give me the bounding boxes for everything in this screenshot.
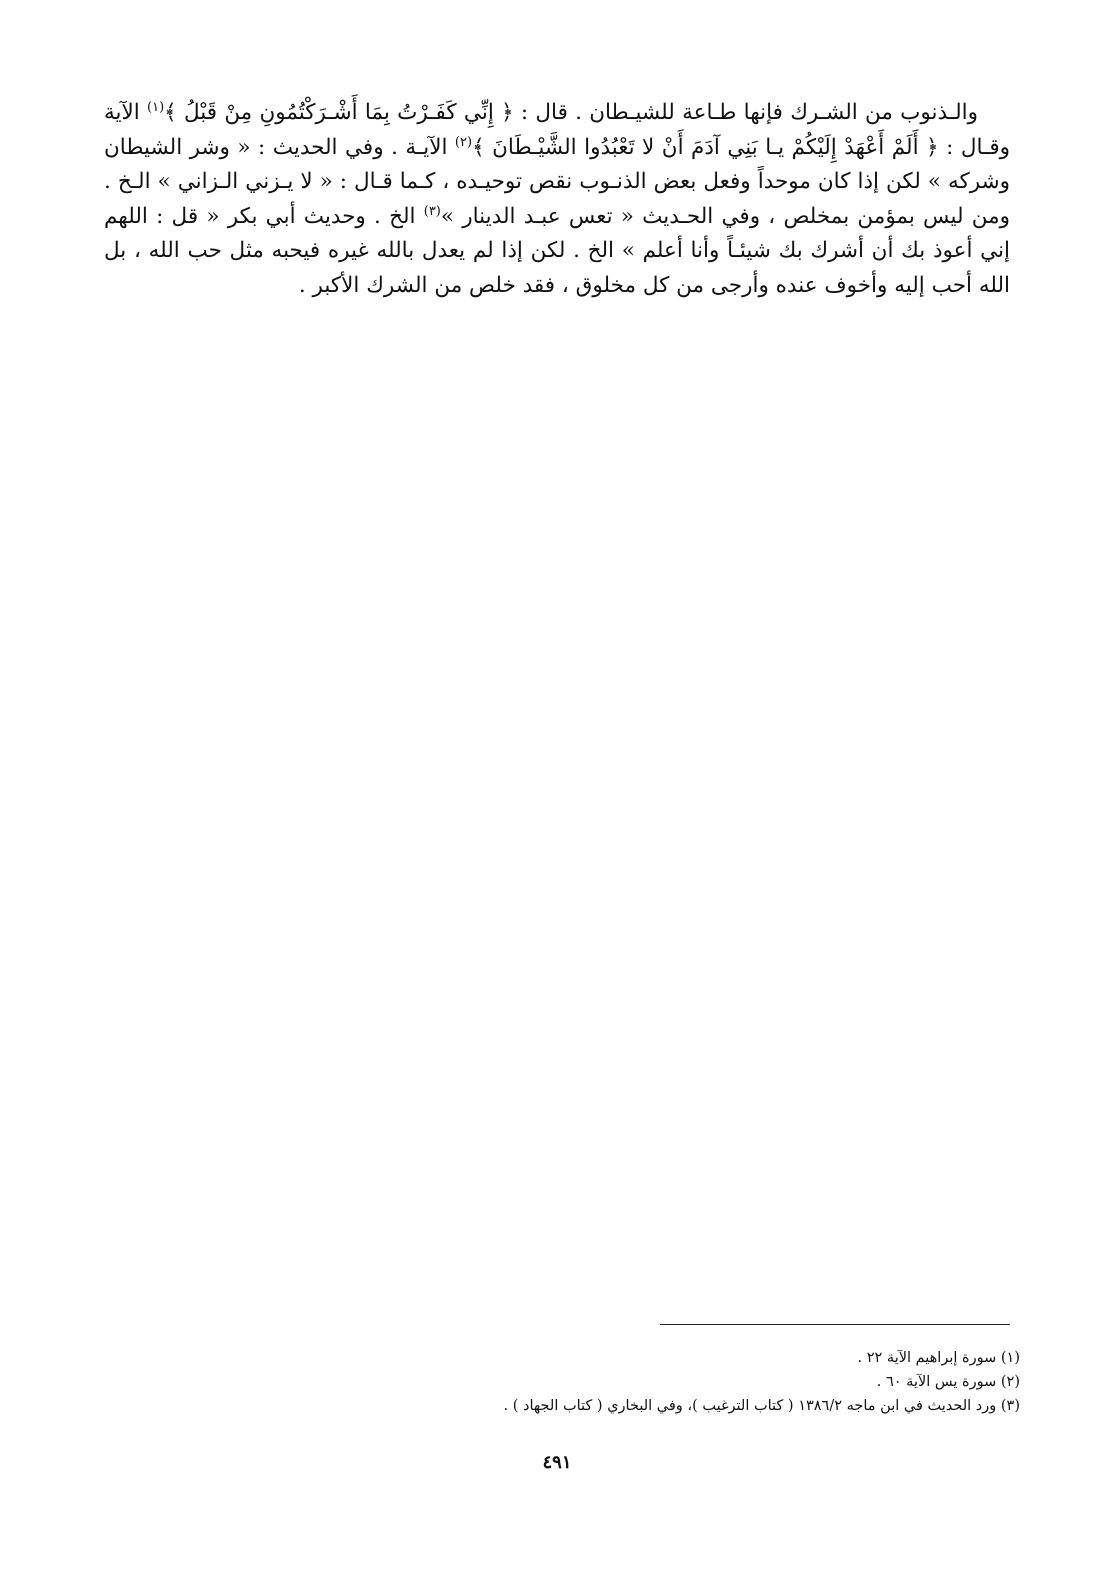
body-paragraph bbox=[104, 96, 1010, 303]
footnote-3: (٣) ورد الحديث في ابن ماجه ١٣٨٦/٢ ( كتاب الترغيب )، وفي البخاري ( كتاب الجهاد ) . bbox=[503, 1398, 1020, 1414]
footnotes-list bbox=[330, 1346, 1020, 1418]
footnote-1: (١) سورة إبراهيم الآية ٢٢ . bbox=[857, 1350, 1020, 1366]
footnote-ref-2: (٢) bbox=[454, 134, 473, 150]
body-segment-1: والـذنوب من الشـرك فإنها طـاعة للشيـطان . قال : bbox=[513, 100, 978, 125]
quran-quote-1: ﴿ إِنِّي كَفَـرْتُ بِمَا أَشْـرَكْتُمُونِ مِنْ قَبْلُ ﴾ bbox=[164, 100, 514, 125]
body-segment-4: الخ . وحديث أبي بكر « قل : اللهم إني أعوذ بك أن أشرك بك شيئـاً وأنا أعلم » الخ . لكن إذا لم يعدل بالله غيره فيحبه مثل حب الله ، بل الله أحب إليه وأخوف عنده وأرجى من كل مخلوق ، فقد خلص من الشرك الأكبر . bbox=[104, 203, 1010, 298]
body-segment-3: الآيـة . وفي الحديث : « وشر الشيطان وشركه » لكن إذا كان موحداً وفعل بعض الذنـوب نقص توحيـده ، كـما قـال : « لا يـزني الـزاني » الـخ . ومن ليس بمؤمن بمخلص ، وفي الحـديث « تعس عبـد الدينار » bbox=[104, 134, 1010, 229]
footnote-ref-3: (٣) bbox=[423, 203, 441, 219]
footnote-divider bbox=[660, 1324, 1010, 1325]
page-number: ٤٩١ bbox=[542, 1452, 572, 1473]
footnote-2: (٢) سورة يس الآية ٦٠ . bbox=[876, 1374, 1020, 1390]
body-segment-2: الآية وقـال : bbox=[104, 100, 1010, 160]
quran-quote-2: ﴿ أَلَمْ أَعْهَدْ إِلَيْكُمْ يـا بَنِي آدَمَ أَنْ لا تَعْبُدُوا الشَّيْـطَانَ ﴾ bbox=[472, 134, 939, 160]
footnote-ref-1: (١) bbox=[147, 99, 165, 115]
